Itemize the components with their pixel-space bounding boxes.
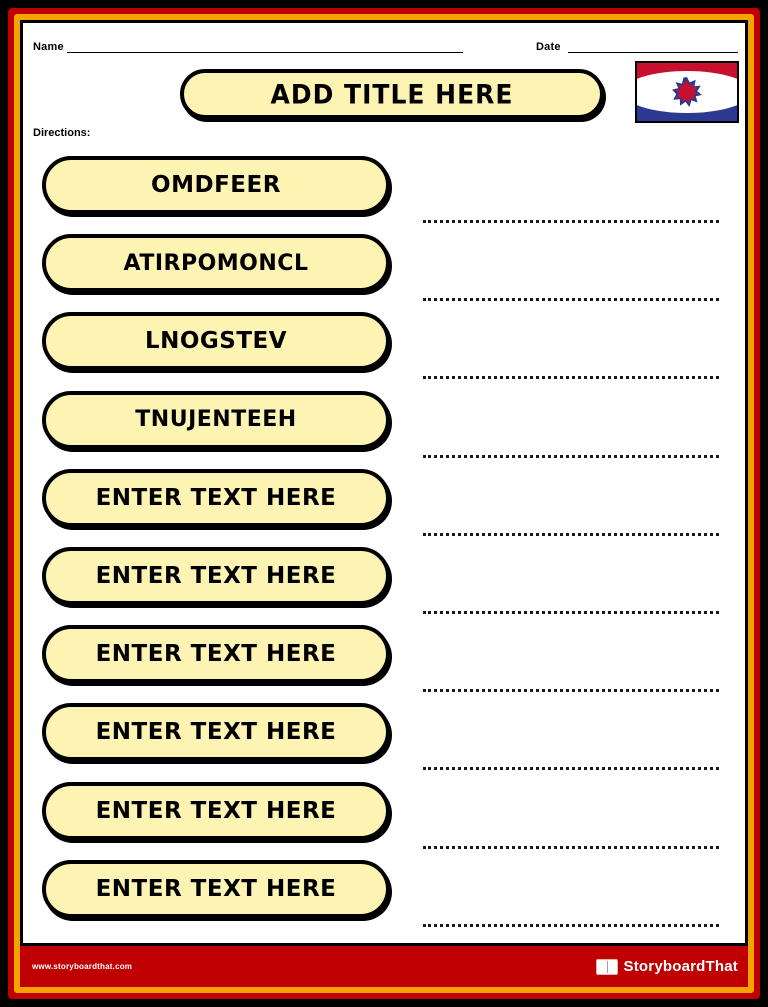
word-text: ENTER TEXT HERE (95, 719, 337, 746)
answer-line[interactable] (423, 924, 719, 927)
word-text: TNUJENTEEH (135, 407, 297, 433)
word-pill[interactable] (42, 469, 390, 527)
scramble-row (23, 467, 751, 545)
brand-text-second: That (705, 958, 738, 975)
scramble-row (23, 232, 751, 310)
date-label: Date (536, 41, 561, 53)
word-pill[interactable] (42, 156, 390, 214)
juneteenth-flag-icon (635, 61, 739, 123)
word-pill[interactable] (42, 703, 390, 761)
word-text: ENTER TEXT HERE (95, 641, 337, 668)
answer-line[interactable] (423, 298, 719, 301)
name-write-line[interactable] (67, 52, 463, 53)
answer-line[interactable] (423, 767, 719, 770)
scramble-row (23, 780, 751, 858)
footer-bar (20, 946, 748, 987)
footer-url[interactable]: www.storyboardthat.com (32, 962, 133, 971)
scramble-row (23, 154, 751, 232)
word-text: OMDFEER (151, 172, 281, 198)
date-write-line[interactable] (568, 52, 738, 53)
directions-label: Directions: (33, 127, 91, 139)
worksheet-sheet (20, 20, 748, 946)
scramble-row (23, 545, 751, 623)
word-pill[interactable] (42, 547, 390, 605)
word-text: ATIRPOMONCL (123, 250, 309, 276)
title-text: ADD TITLE HERE (270, 78, 514, 110)
scramble-row (23, 858, 751, 936)
star-inner-icon (676, 81, 698, 103)
word-pill[interactable] (42, 234, 390, 292)
answer-line[interactable] (423, 220, 719, 223)
brand-text (624, 958, 738, 975)
word-text: ENTER TEXT HERE (95, 562, 337, 589)
scramble-row (23, 389, 751, 467)
book-icon (596, 959, 618, 975)
brand-text-first: Storyboard (623, 958, 706, 975)
scramble-row (23, 623, 751, 701)
word-pill[interactable] (42, 391, 390, 449)
title-banner[interactable] (180, 69, 604, 119)
word-pill[interactable] (42, 625, 390, 683)
answer-line[interactable] (423, 455, 719, 458)
title-banner-wrap[interactable] (180, 69, 604, 119)
name-date-row (23, 23, 751, 57)
answer-line[interactable] (423, 376, 719, 379)
flag-star-inner (637, 63, 737, 121)
word-text: ENTER TEXT HERE (95, 484, 337, 511)
answer-line[interactable] (423, 533, 719, 536)
word-pill[interactable] (42, 860, 390, 918)
word-pill[interactable] (42, 312, 390, 370)
scramble-row (23, 701, 751, 779)
brand-logo[interactable] (596, 958, 738, 975)
scramble-rows (23, 154, 751, 936)
word-pill[interactable] (42, 782, 390, 840)
answer-line[interactable] (423, 611, 719, 614)
scramble-row (23, 310, 751, 388)
word-text: ENTER TEXT HERE (95, 875, 337, 902)
name-label: Name (33, 41, 64, 53)
answer-line[interactable] (423, 846, 719, 849)
answer-line[interactable] (423, 689, 719, 692)
word-text: LNOGSTEV (144, 328, 288, 355)
word-text: ENTER TEXT HERE (95, 797, 337, 824)
